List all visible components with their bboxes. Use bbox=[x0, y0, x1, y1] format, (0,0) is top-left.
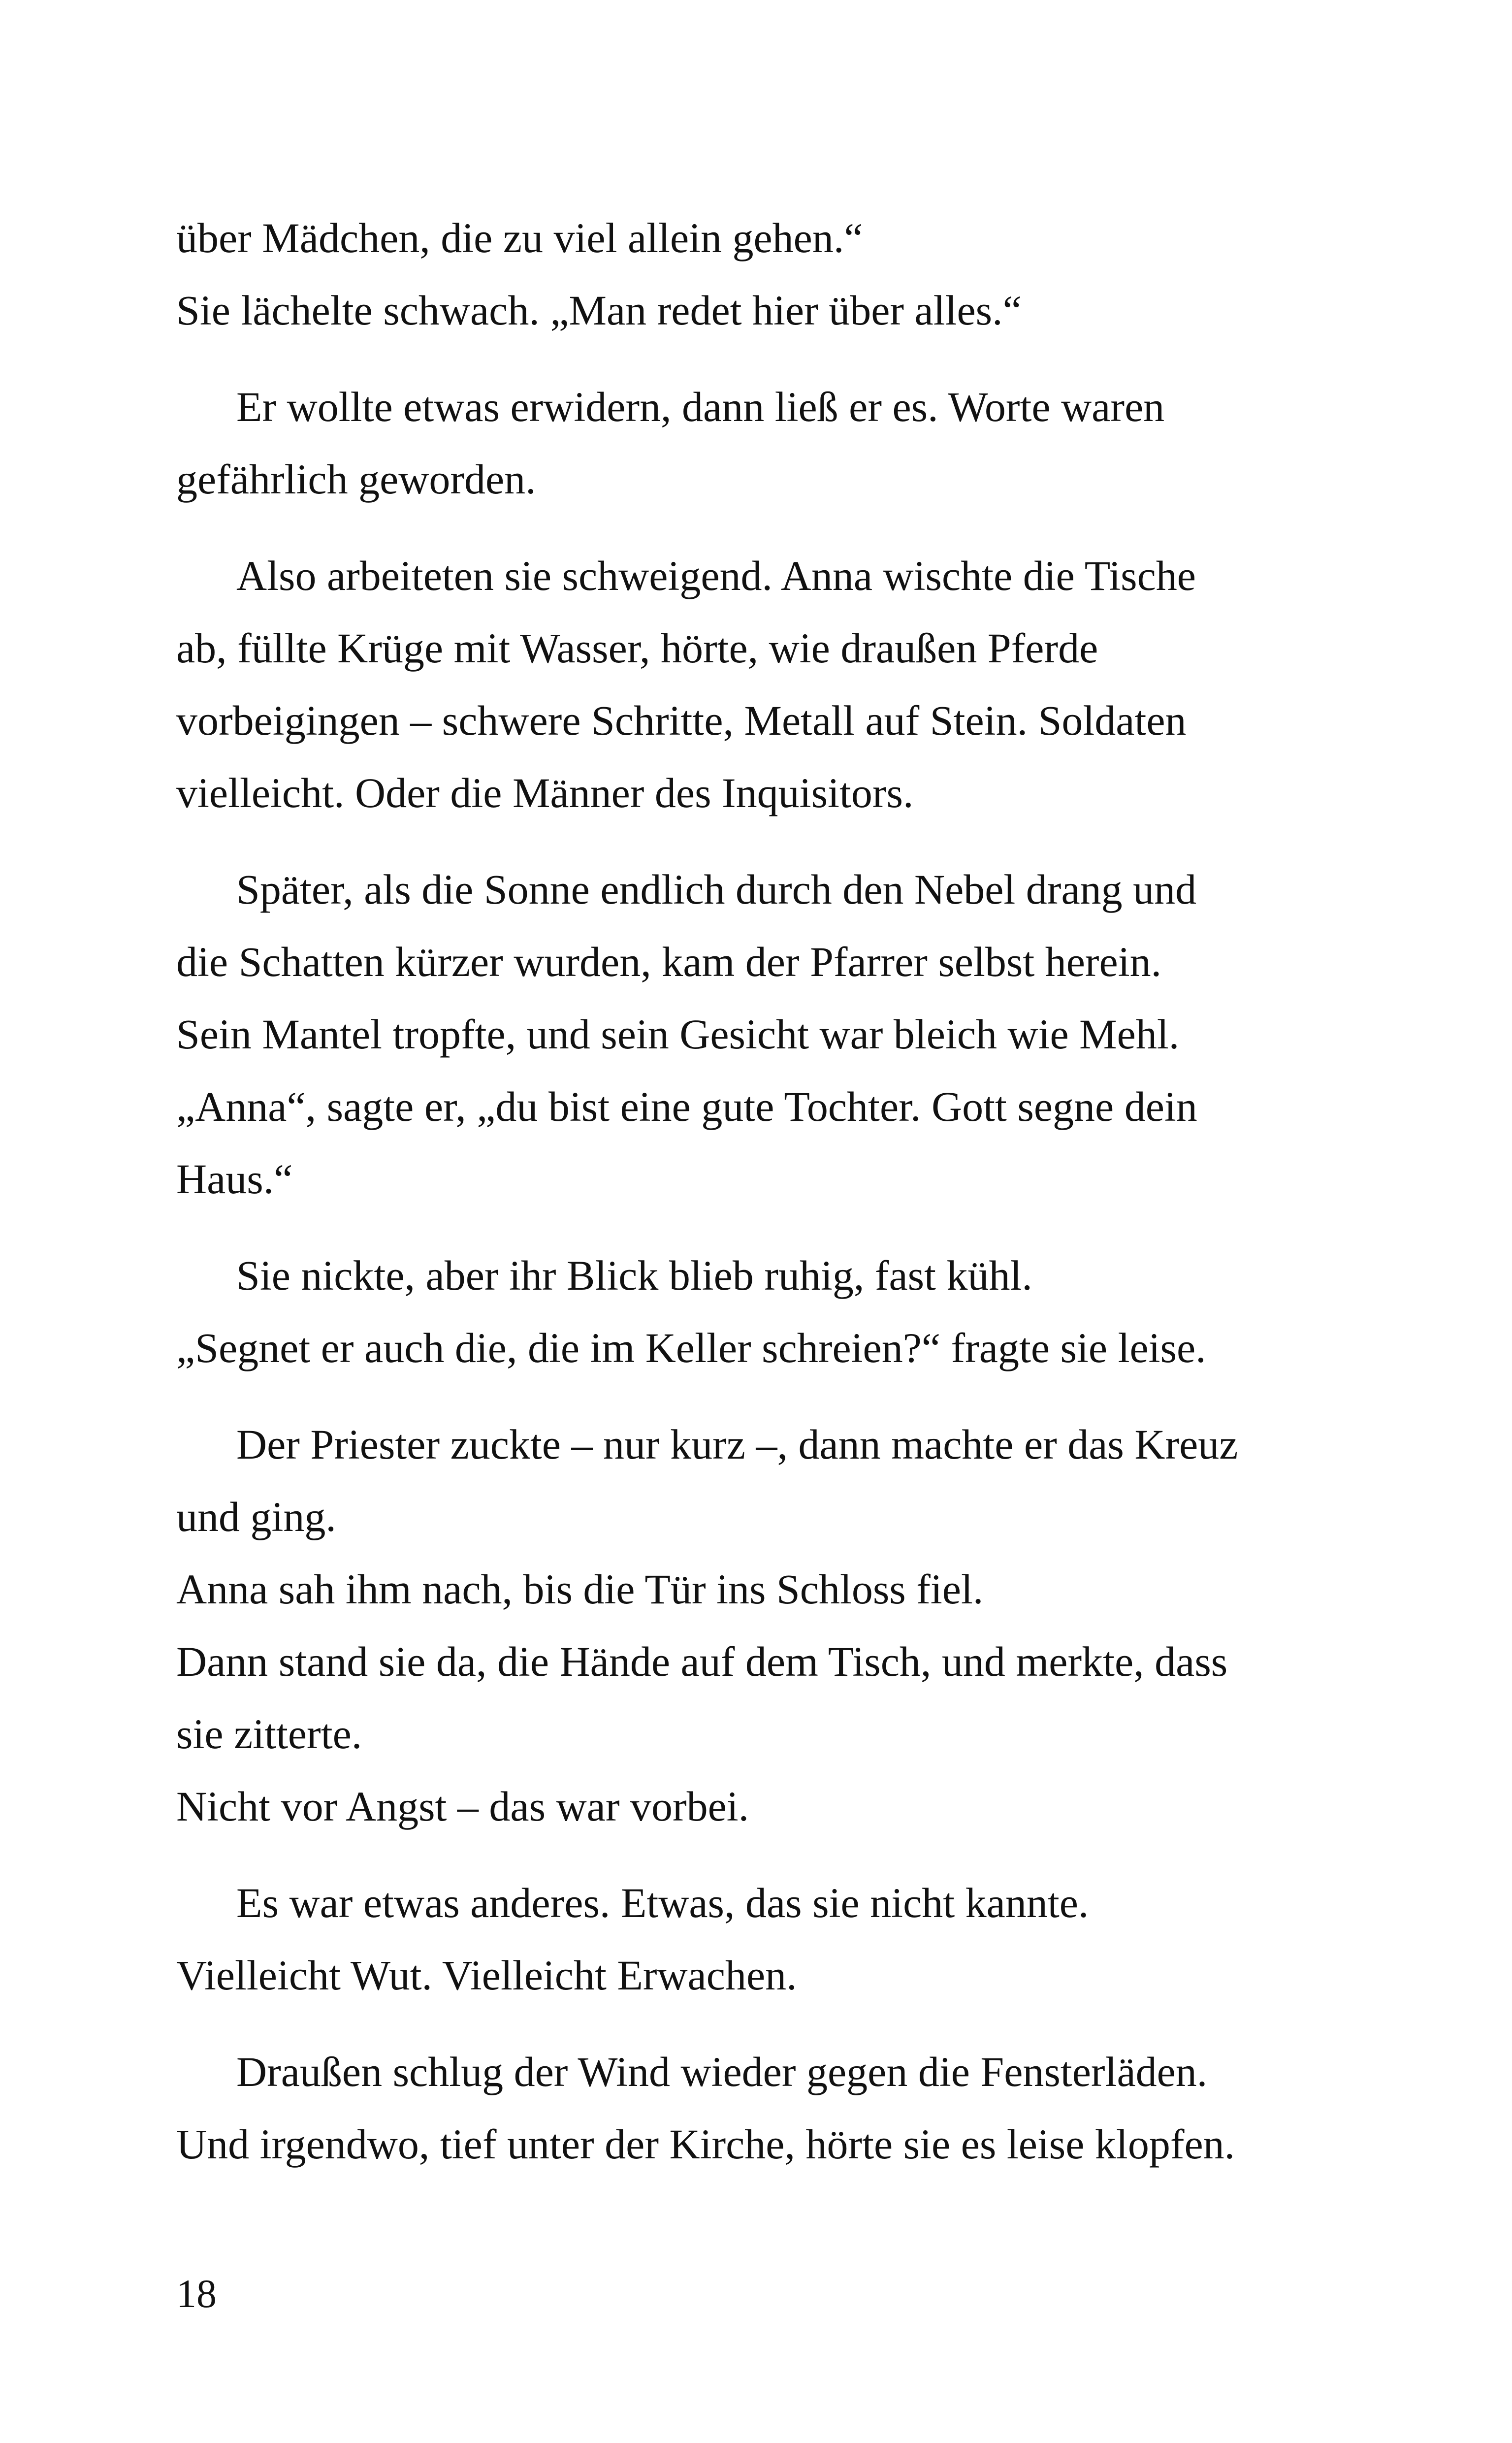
text-line: vorbeigingen – schwere Schritte, Metall auf Stein. Soldaten bbox=[176, 697, 1187, 744]
text-line: Anna sah ihm nach, bis die Tür ins Schloss fiel. bbox=[176, 1565, 984, 1613]
text-line: Draußen schlug der Wind wieder gegen die Fensterläden. bbox=[236, 2048, 1208, 2095]
text-line: sie zitterte. bbox=[176, 1710, 362, 1758]
text-line: Nicht vor Angst – das war vorbei. bbox=[176, 1783, 749, 1830]
text-line: Später, als die Sonne endlich durch den Nebel drang und bbox=[236, 866, 1197, 913]
paragraph bbox=[176, 540, 1378, 829]
text-line: Sein Mantel tropfte, und sein Gesicht war bleich wie Mehl. bbox=[176, 1010, 1180, 1058]
text-line: gefährlich geworden. bbox=[176, 456, 536, 503]
text-line: Sie lächelte schwach. „Man redet hier über alles.“ bbox=[176, 287, 1022, 334]
text-line: „Segnet er auch die, die im Keller schreien?“ fragte sie leise. bbox=[176, 1324, 1206, 1371]
page-number: 18 bbox=[176, 2271, 217, 2316]
text-line: Und irgendwo, tief unter der Kirche, hörte sie es leise klopfen. bbox=[176, 2120, 1235, 2168]
text-line: Er wollte etwas erwidern, dann ließ er es. Worte waren bbox=[236, 383, 1165, 430]
text-line: Haus.“ bbox=[176, 1155, 293, 1203]
text-line: Es war etwas anderes. Etwas, das sie nicht kannte. bbox=[236, 1879, 1089, 1926]
paragraph bbox=[176, 853, 1378, 1215]
text-line: über Mädchen, die zu viel allein gehen.“ bbox=[176, 214, 863, 261]
text-line: vielleicht. Oder die Männer des Inquisitors. bbox=[176, 769, 914, 816]
text-line: Der Priester zuckte – nur kurz –, dann machte er das Kreuz bbox=[236, 1421, 1238, 1468]
text-line: ab, füllte Krüge mit Wasser, hörte, wie draußen Pferde bbox=[176, 624, 1098, 672]
paragraph bbox=[176, 1239, 1378, 1384]
text-line: Vielleicht Wut. Vielleicht Erwachen. bbox=[176, 1952, 797, 1999]
text-line: Sie nickte, aber ihr Blick blieb ruhig, fast kühl. bbox=[236, 1252, 1032, 1299]
body-text bbox=[176, 202, 1378, 2205]
paragraph bbox=[176, 1867, 1378, 2012]
paragraph bbox=[176, 202, 1378, 347]
text-line: die Schatten kürzer wurden, kam der Pfarrer selbst herein. bbox=[176, 938, 1162, 985]
text-line: „Anna“, sagte er, „du bist eine gute Tochter. Gott segne dein bbox=[176, 1083, 1197, 1130]
text-line: und ging. bbox=[176, 1493, 336, 1540]
text-line: Dann stand sie da, die Hände auf dem Tisch, und merkte, dass bbox=[176, 1638, 1228, 1685]
paragraph bbox=[176, 1408, 1378, 1843]
paragraph bbox=[176, 2036, 1378, 2181]
text-line: Also arbeiteten sie schweigend. Anna wischte die Tische bbox=[236, 552, 1196, 599]
paragraph bbox=[176, 371, 1378, 516]
